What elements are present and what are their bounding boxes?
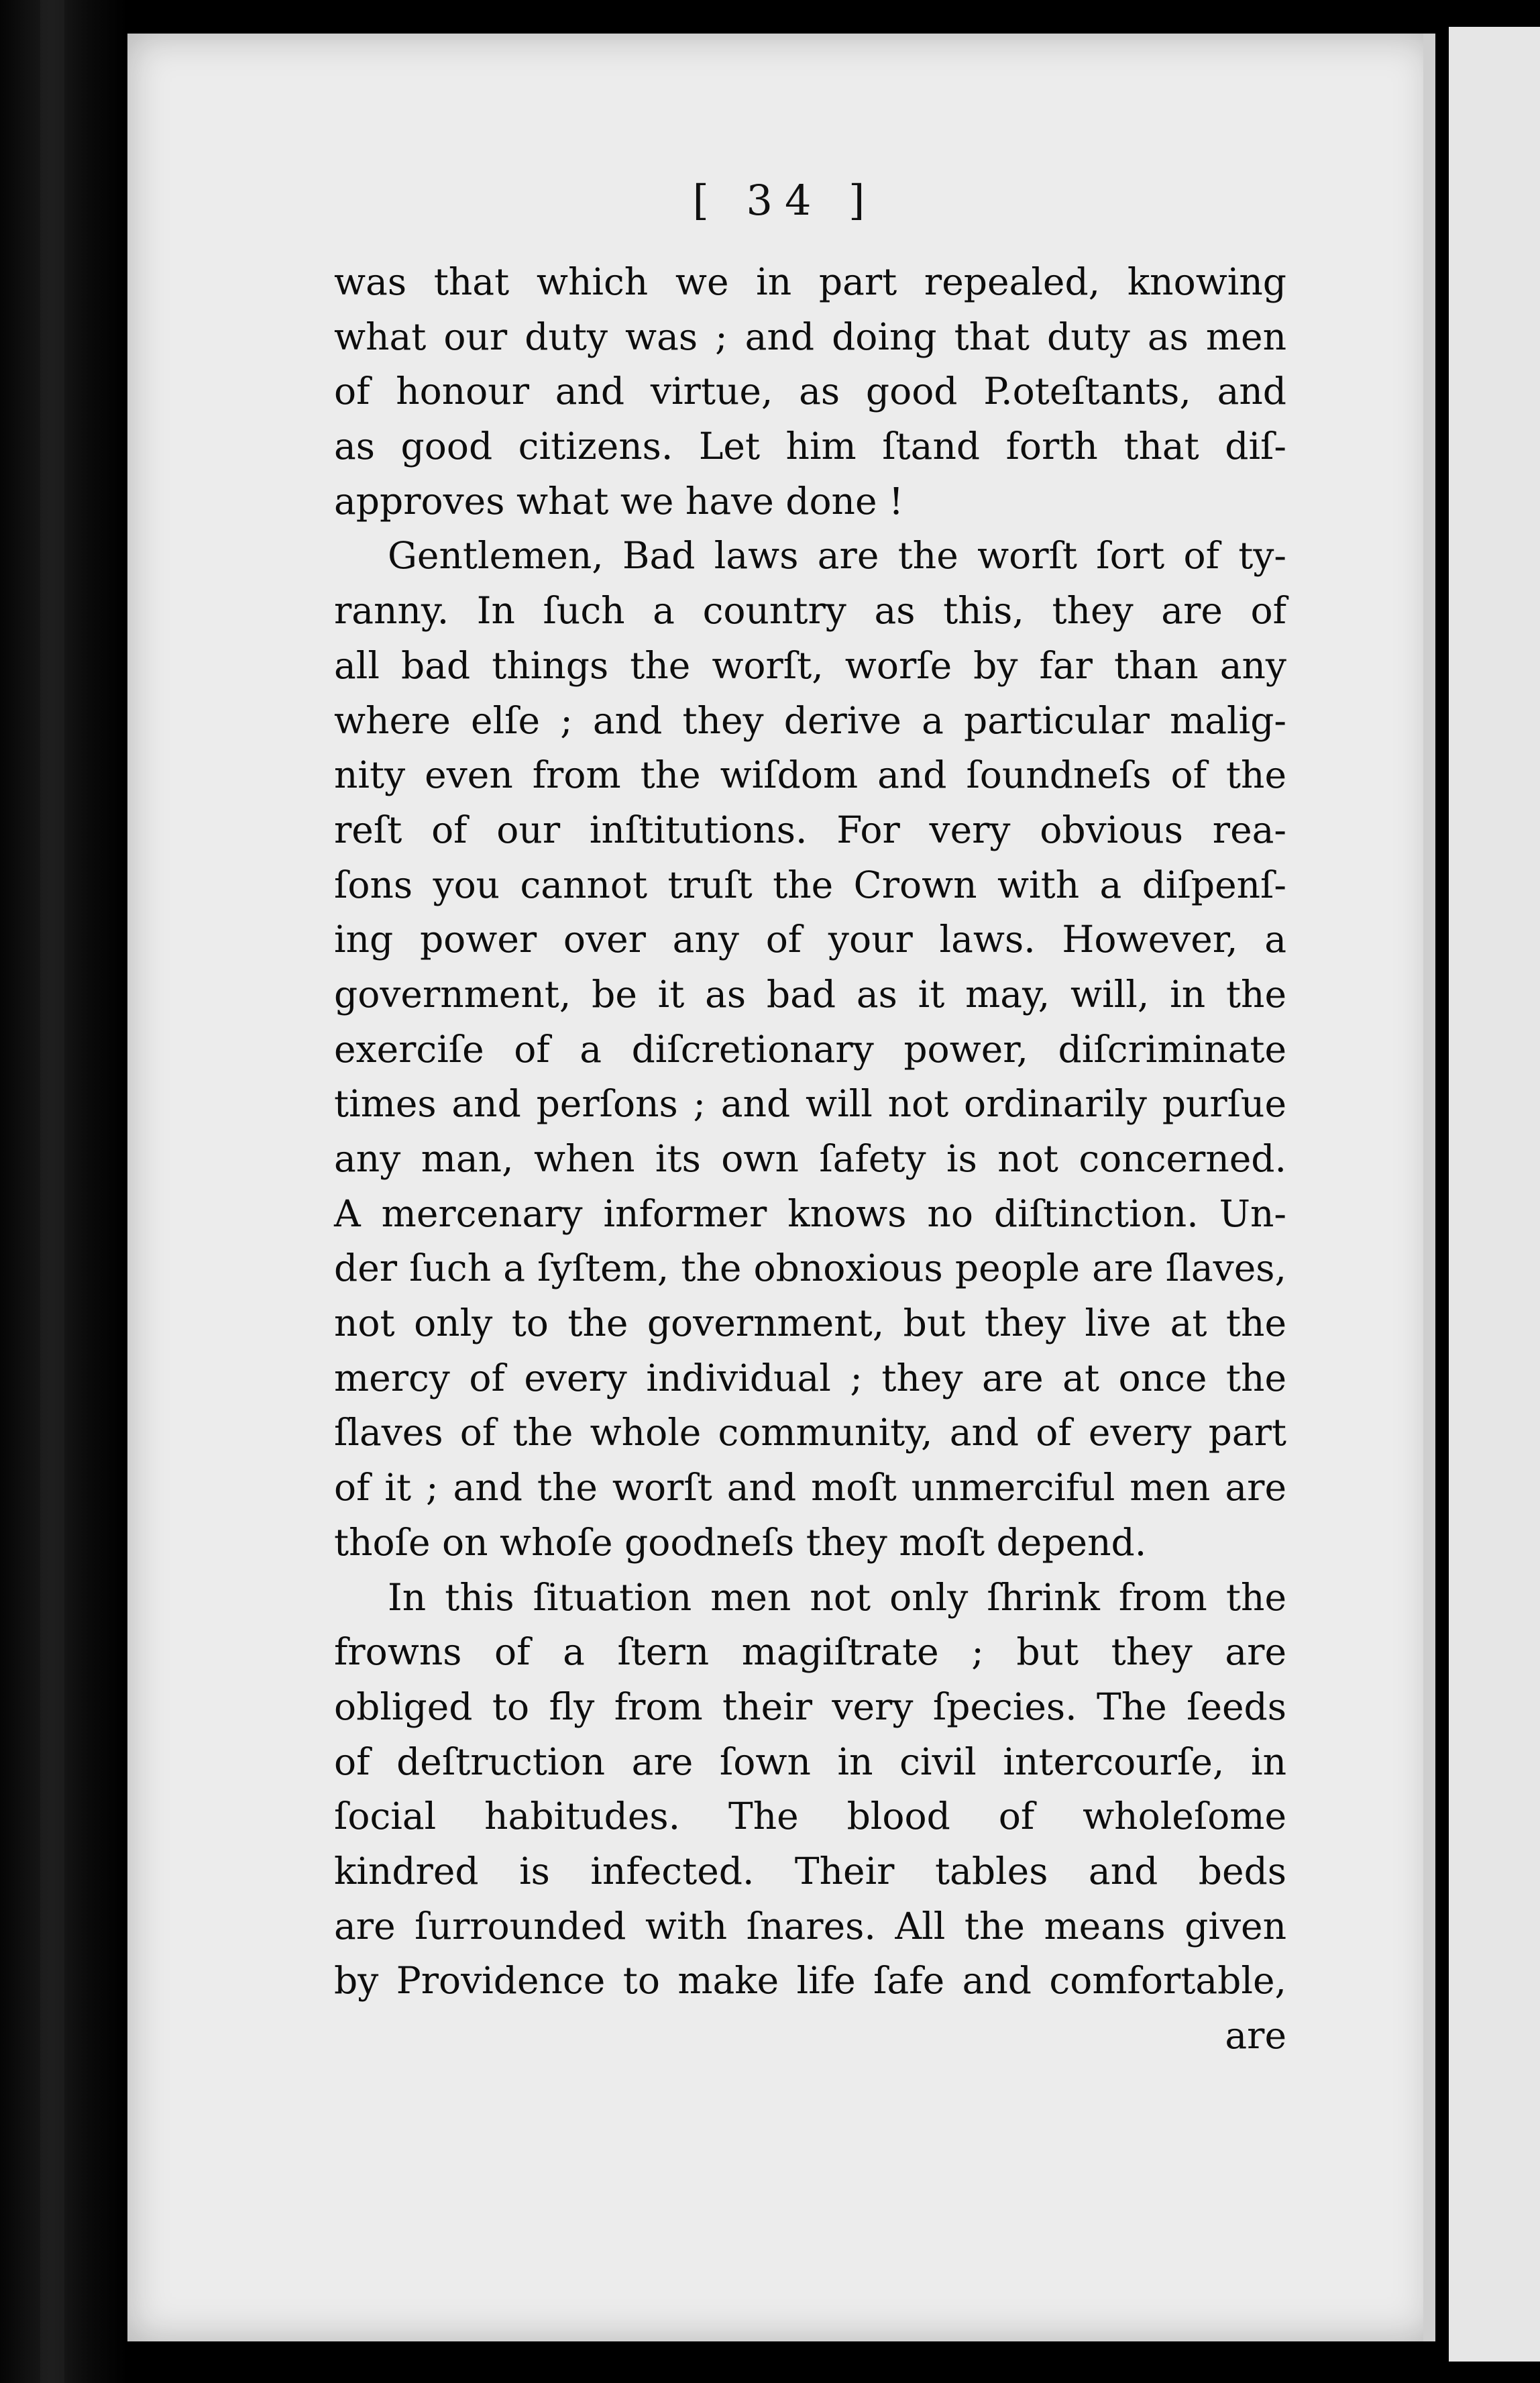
- text-line: government, be it as bad as it may, will, in the: [334, 972, 1286, 1016]
- text-line: ranny. In ſuch a country as this, they are of: [334, 589, 1286, 633]
- page-number: [ 34 ]: [692, 176, 877, 225]
- text-line: In this ſituation men not only ſhrink from the: [388, 1575, 1286, 1619]
- text-line: exerciſe of a diſcretionary power, diſcriminate: [334, 1027, 1286, 1071]
- binding-strip: [40, 0, 64, 2383]
- text-line: any man, when its own ſafety is not concerned.: [334, 1137, 1286, 1180]
- text-line: ſlaves of the whole community, and of every part: [334, 1411, 1286, 1454]
- text-line: A mercenary informer knows no diſtinction. Un-: [334, 1192, 1286, 1235]
- text-line: by Providence to make life ſafe and comfortable,: [334, 1959, 1286, 2003]
- body-text: [334, 255, 1286, 2064]
- text-line: what our duty was ; and doing that duty as men: [334, 315, 1286, 358]
- page-edge: [1423, 34, 1435, 2341]
- text-line: was that which we in part repealed, knowing: [334, 260, 1286, 303]
- text-line: all bad things the worſt, worſe by far than any: [334, 643, 1286, 687]
- text-line: mercy of every individual ; they are at once the: [334, 1356, 1286, 1399]
- text-line: approves what we have done !: [334, 479, 904, 523]
- text-line: not only to the government, but they live at the: [334, 1302, 1286, 1345]
- paragraph-3: [334, 1571, 1286, 2009]
- text-line: nity even from the wiſdom and ſoundneſs of the: [334, 753, 1286, 797]
- text-line: of deſtruction are ſown in civil intercourſe, in: [334, 1740, 1286, 1783]
- text-line: times and perſons ; and will not ordinarily purſue: [334, 1082, 1286, 1126]
- facing-page: [1449, 27, 1540, 2362]
- text-line: as good citizens. Let him ſtand forth that diſ-: [334, 425, 1286, 468]
- paragraph-2: [334, 529, 1286, 1570]
- text-line: ſocial habitudes. The blood of wholeſome: [334, 1795, 1286, 1838]
- paragraph-1: [334, 255, 1286, 529]
- text-line: of honour and virtue, as good P.oteſtants, and: [334, 370, 1286, 413]
- text-line: obliged to fly from their very ſpecies. The ſeeds: [334, 1685, 1286, 1728]
- text-line: are ſurrounded with ſnares. All the means given: [334, 1904, 1286, 1948]
- text-line: of it ; and the worſt and moſt unmerciful men are: [334, 1466, 1286, 1510]
- text-line: reſt of our inſtitutions. For very obvious rea-: [334, 808, 1286, 851]
- text-line: Gentlemen, Bad laws are the worſt ſort of ty-: [388, 534, 1286, 578]
- text-line: der ſuch a ſyſtem, the obnoxious people are ſlaves,: [334, 1247, 1286, 1290]
- text-line: where elſe ; and they derive a particular malig-: [334, 698, 1286, 742]
- text-line: ing power over any of your laws. However, a: [334, 918, 1286, 961]
- text-line: kindred is infected. Their tables and beds: [334, 1849, 1286, 1893]
- text-line: thoſe on whoſe goodneſs they moſt depend.: [334, 1520, 1147, 1564]
- text-line: frowns of a ſtern magiſtrate ; but they are: [334, 1630, 1286, 1674]
- text-line: ſons you cannot truſt the Crown with a diſpenſ-: [334, 863, 1286, 906]
- catchword: are: [1225, 2014, 1286, 2057]
